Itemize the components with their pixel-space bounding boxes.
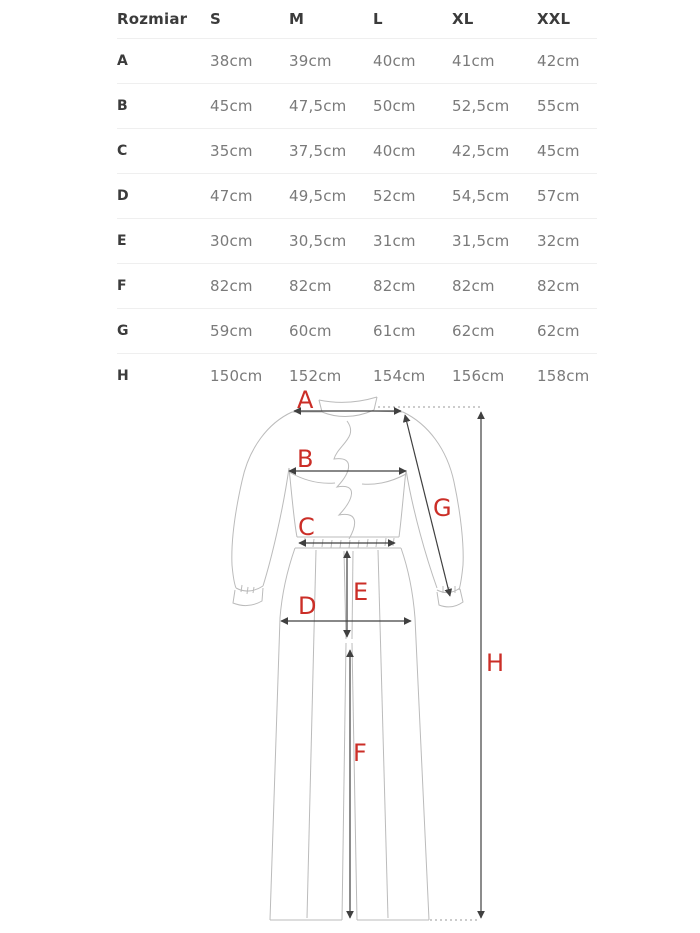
garment-outline <box>232 397 463 920</box>
diagram-label-h: H <box>486 649 505 677</box>
value-cell: 52,5cm <box>452 97 510 115</box>
header-cell-m: M <box>289 10 305 28</box>
row-label: G <box>117 323 129 339</box>
value-cell: 60cm <box>289 322 332 340</box>
value-cell: 30cm <box>210 232 253 250</box>
value-cell: 30,5cm <box>289 232 347 250</box>
value-cell: 52cm <box>373 187 416 205</box>
table-row-e <box>117 219 597 264</box>
value-cell: 40cm <box>373 142 416 160</box>
row-label: B <box>117 98 128 114</box>
row-label: F <box>117 278 127 294</box>
header-cell-s: S <box>210 10 222 28</box>
value-cell: 62cm <box>452 322 495 340</box>
diagram-label-c: C <box>298 513 315 541</box>
table-header-row <box>117 0 597 39</box>
value-cell: 82cm <box>373 277 416 295</box>
value-cell: 82cm <box>537 277 580 295</box>
value-cell: 152cm <box>289 367 342 385</box>
value-cell: 154cm <box>373 367 426 385</box>
value-cell: 61cm <box>373 322 416 340</box>
garment-diagram-svg <box>0 385 700 933</box>
table-row-g <box>117 309 597 354</box>
table-row-d <box>117 174 597 219</box>
diagram-label-b: B <box>297 445 314 473</box>
diagram-label-a: A <box>297 386 314 414</box>
value-cell: 55cm <box>537 97 580 115</box>
value-cell: 45cm <box>537 142 580 160</box>
table-row-f <box>117 264 597 309</box>
value-cell: 49,5cm <box>289 187 347 205</box>
value-cell: 50cm <box>373 97 416 115</box>
row-label: D <box>117 188 129 204</box>
value-cell: 82cm <box>210 277 253 295</box>
value-cell: 31cm <box>373 232 416 250</box>
table-row-c <box>117 129 597 174</box>
value-cell: 57cm <box>537 187 580 205</box>
dotted-guide-lines <box>378 407 481 920</box>
header-cell-xxl: XXL <box>537 10 571 28</box>
table-row-b <box>117 84 597 129</box>
table-row-a <box>117 39 597 84</box>
value-cell: 42cm <box>537 52 580 70</box>
value-cell: 54,5cm <box>452 187 510 205</box>
row-label: C <box>117 143 128 159</box>
value-cell: 47cm <box>210 187 253 205</box>
value-cell: 158cm <box>537 367 590 385</box>
diagram-label-f: F <box>353 739 367 767</box>
value-cell: 42,5cm <box>452 142 510 160</box>
diagram-label-e: E <box>353 578 369 606</box>
value-cell: 38cm <box>210 52 253 70</box>
header-cell-rozmiar: Rozmiar <box>117 10 188 28</box>
row-label: A <box>117 53 129 69</box>
value-cell: 82cm <box>289 277 332 295</box>
value-cell: 39cm <box>289 52 332 70</box>
diagram-labels <box>297 386 504 767</box>
value-cell: 41cm <box>452 52 495 70</box>
value-cell: 156cm <box>452 367 505 385</box>
value-cell: 47,5cm <box>289 97 347 115</box>
value-cell: 37,5cm <box>289 142 347 160</box>
diagram-label-d: D <box>298 592 317 620</box>
value-cell: 45cm <box>210 97 253 115</box>
value-cell: 62cm <box>537 322 580 340</box>
garment-measurement-diagram <box>0 385 700 933</box>
size-table <box>117 0 597 398</box>
diagram-label-g: G <box>433 494 452 522</box>
value-cell: 150cm <box>210 367 263 385</box>
value-cell: 35cm <box>210 142 253 160</box>
row-label: H <box>117 368 129 384</box>
value-cell: 31,5cm <box>452 232 510 250</box>
header-cell-l: L <box>373 10 383 28</box>
header-cell-xl: XL <box>452 10 474 28</box>
value-cell: 59cm <box>210 322 253 340</box>
value-cell: 32cm <box>537 232 580 250</box>
value-cell: 82cm <box>452 277 495 295</box>
row-label: E <box>117 233 127 249</box>
value-cell: 40cm <box>373 52 416 70</box>
